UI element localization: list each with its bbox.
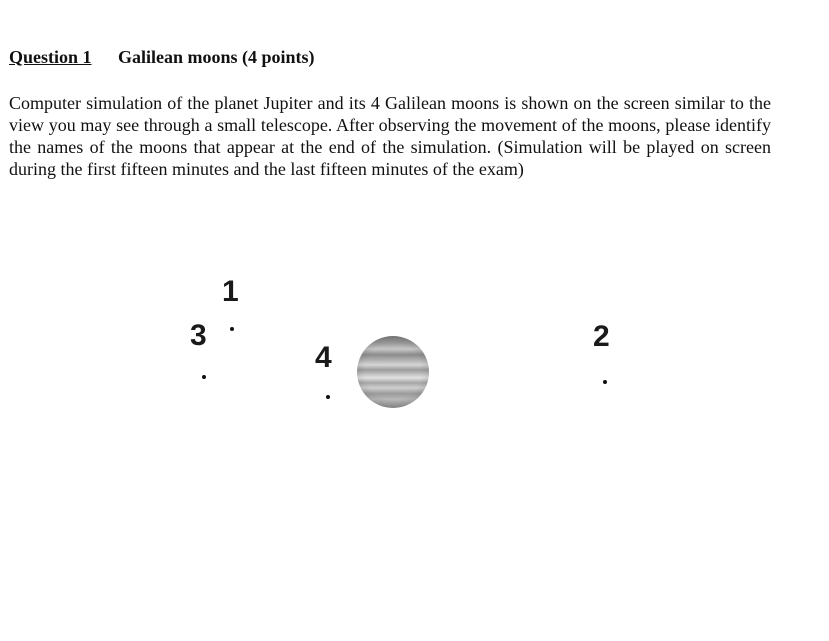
- moon-dot-2: [603, 380, 607, 384]
- jupiter-planet: [357, 336, 429, 408]
- moon-dot-1: [230, 327, 234, 331]
- moon-dot-4: [326, 395, 330, 399]
- question-number: Question 1: [9, 47, 92, 67]
- moon-dot-3: [202, 375, 206, 379]
- moon-label-1: 1: [222, 275, 239, 308]
- moon-label-4: 4: [315, 341, 332, 374]
- question-text: Computer simulation of the planet Jupiter and its 4 Galilean moons is shown on the screen similar to the view you may see through a small telescope. After observing the movement of the moons, please identify the names of the moons that appear at the end of the simulation. (Simulation will be played on screen during the first fifteen minutes and the last fifteen minutes of the exam): [9, 93, 771, 179]
- moon-label-2: 2: [593, 320, 610, 353]
- moon-label-3: 3: [190, 319, 207, 352]
- question-title: Galilean moons (4 points): [118, 47, 315, 67]
